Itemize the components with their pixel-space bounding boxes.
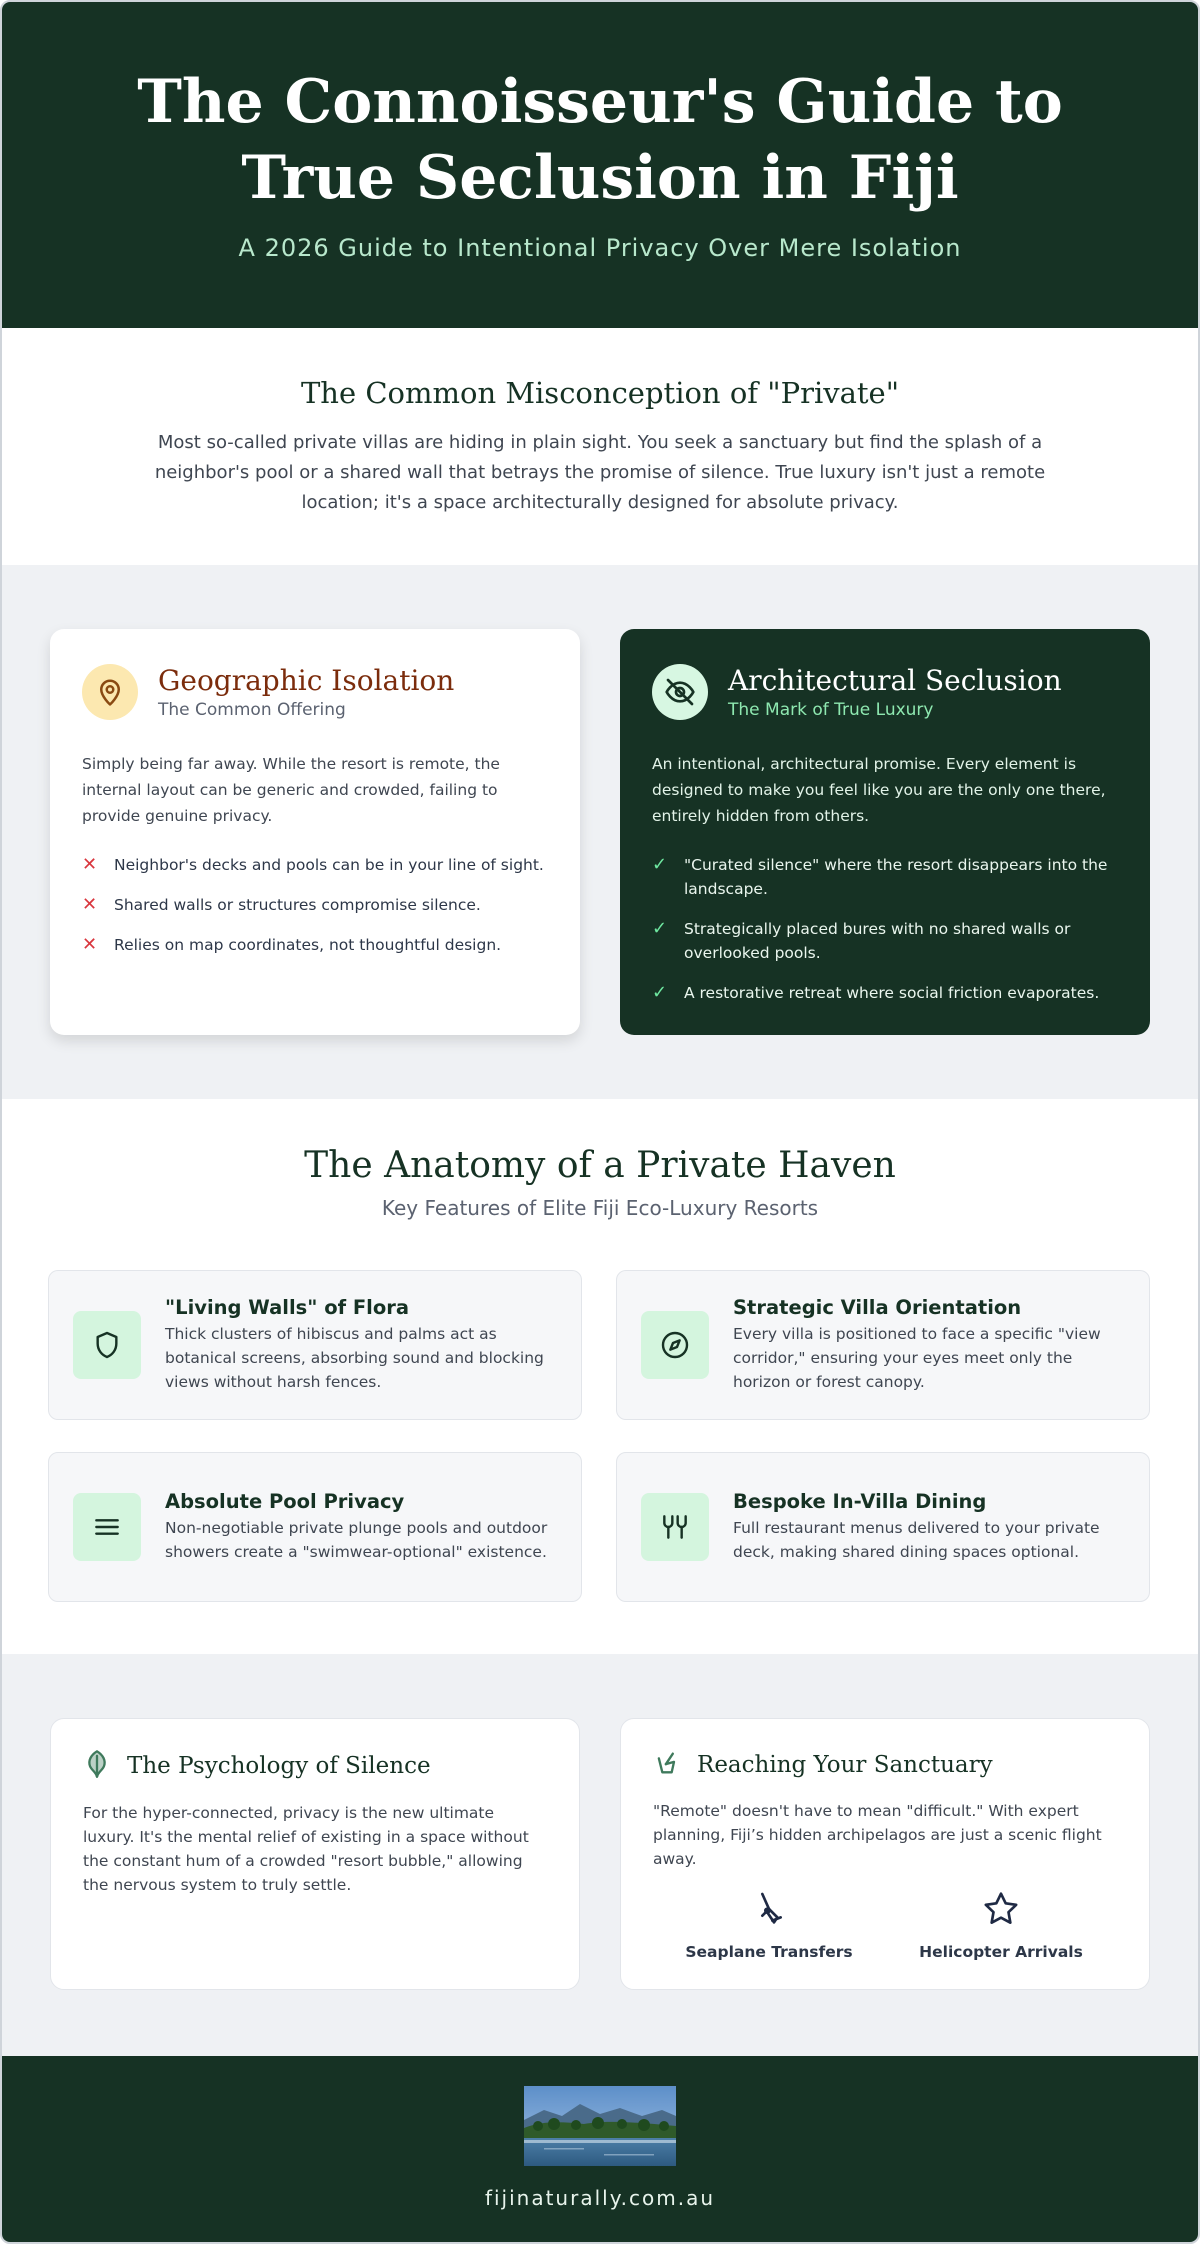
transfer-option-helicopter [901, 1889, 1101, 1961]
footer-url: fijinaturally.com.au [484, 2186, 716, 2210]
feature-grid [48, 1270, 1152, 1602]
transfer-label: Seaplane Transfers [685, 1943, 853, 1961]
drawback-list [82, 853, 548, 957]
seaplane-icon [749, 1914, 789, 1933]
page-title: The Connoisseur's Guide to True Seclusion in Fiji [137, 67, 1063, 213]
leaf-icon [83, 1749, 111, 1783]
list-item: ✓ A restorative retreat where social friction evaporates. [652, 982, 1100, 1003]
misconception-text: Most so-called private villas are hiding in plain sight. You seek a sanctuary but find the splash of a neighbor's pool or a shared wall that betrays the promise of silence. True luxury isn't just a remote location; it's a space architecturally designed for absolute privacy. [154, 432, 1046, 513]
card-title: Reaching Your Sanctuary [697, 1752, 993, 1778]
feature-text: Non-negotiable private plunge pools and outdoor showers create a "swimwear-optional" existence. [165, 1519, 548, 1561]
feature-title: Absolute Pool Privacy [165, 1490, 405, 1513]
shield-icon [73, 1311, 141, 1379]
access-card [620, 1718, 1150, 1990]
benefit-list [652, 853, 1118, 1005]
architectural-seclusion-card [620, 629, 1150, 1035]
misconception-section [2, 328, 1198, 565]
card-subtitle: The Common Offering [158, 700, 346, 720]
check-icon: ✓ [652, 982, 668, 1003]
list-item: ✓ Strategically placed bures with no shared walls or overlooked pools. [652, 918, 1071, 962]
feature-text: Thick clusters of hibiscus and palms act as botanical screens, absorbing sound and blocking views without harsh fences. [165, 1325, 544, 1391]
star-icon [981, 1914, 1021, 1933]
menu-lines-icon [73, 1493, 141, 1561]
geographic-isolation-card [50, 629, 580, 1035]
feature-text: Every villa is positioned to face a specific "view corridor," ensuring your eyes meet only the horizon or forest canopy. [733, 1325, 1101, 1391]
list-item: ✕ Relies on map coordinates, not thoughtful design. [82, 934, 502, 955]
card-text: For the hyper-connected, privacy is the new ultimate luxury. It's the mental relief of existing in a space without the constant hum of a crowded "resort bubble," allowing the nervous system to truly settle. [83, 1804, 529, 1894]
feature-card-living-walls [48, 1270, 582, 1420]
feature-title: Bespoke In-Villa Dining [733, 1490, 987, 1513]
cross-icon: ✕ [82, 854, 98, 875]
feature-card-villa-orientation [616, 1270, 1150, 1420]
comparison-section [2, 565, 1198, 1099]
feature-card-in-villa-dining [616, 1452, 1150, 1602]
feature-card-pool-privacy [48, 1452, 582, 1602]
card-description: An intentional, architectural promise. Every element is designed to make you feel like you are the only one there, entirely hidden from others. [652, 755, 1106, 825]
card-title: The Psychology of Silence [127, 1753, 431, 1779]
check-icon: ✓ [652, 918, 668, 939]
check-icon: ✓ [652, 854, 668, 875]
hero-header [2, 2, 1198, 328]
card-title: Architectural Seclusion [728, 664, 1062, 697]
transfer-label: Helicopter Arrivals [919, 1943, 1083, 1961]
footer [2, 2056, 1198, 2244]
cross-icon: ✕ [82, 894, 98, 915]
list-item: ✕ Neighbor's decks and pools can be in your line of sight. [82, 854, 544, 875]
card-description: Simply being far away. While the resort is remote, the internal layout can be generic and crowded, failing to provide genuine privacy. [82, 755, 500, 825]
list-item: ✓ "Curated silence" where the resort disappears into the landscape. [652, 854, 1108, 898]
anatomy-title: The Anatomy of a Private Haven [304, 1145, 896, 1186]
cross-icon: ✕ [82, 934, 98, 955]
map-pin-icon [82, 664, 138, 720]
card-subtitle: The Mark of True Luxury [728, 700, 934, 720]
list-item: ✕ Shared walls or structures compromise silence. [82, 894, 481, 915]
anatomy-section [2, 1099, 1198, 1654]
misconception-title: The Common Misconception of "Private" [300, 376, 900, 410]
card-text: "Remote" doesn't have to mean "difficult." With expert planning, Fiji’s hidden archipelagos are just a scenic flight away. [653, 1802, 1102, 1868]
utensils-icon [641, 1493, 709, 1561]
feature-title: Strategic Villa Orientation [733, 1296, 1022, 1319]
island-photo [524, 2086, 676, 2166]
anatomy-subtitle: Key Features of Elite Fiji Eco-Luxury Resorts [381, 1196, 819, 1220]
transfer-options [653, 1889, 1117, 1961]
plane-tilt-icon [653, 1749, 681, 1781]
info-section [2, 1654, 1198, 2056]
eye-off-icon [652, 664, 708, 720]
card-title: Geographic Isolation [158, 664, 455, 697]
compass-icon [641, 1311, 709, 1379]
page-subtitle: A 2026 Guide to Intentional Privacy Over Mere Isolation [238, 234, 962, 262]
transfer-option-seaplane [669, 1889, 869, 1961]
feature-text: Full restaurant menus delivered to your private deck, making shared dining spaces optional. [733, 1519, 1100, 1561]
psychology-card [50, 1718, 580, 1990]
feature-title: "Living Walls" of Flora [165, 1296, 410, 1319]
